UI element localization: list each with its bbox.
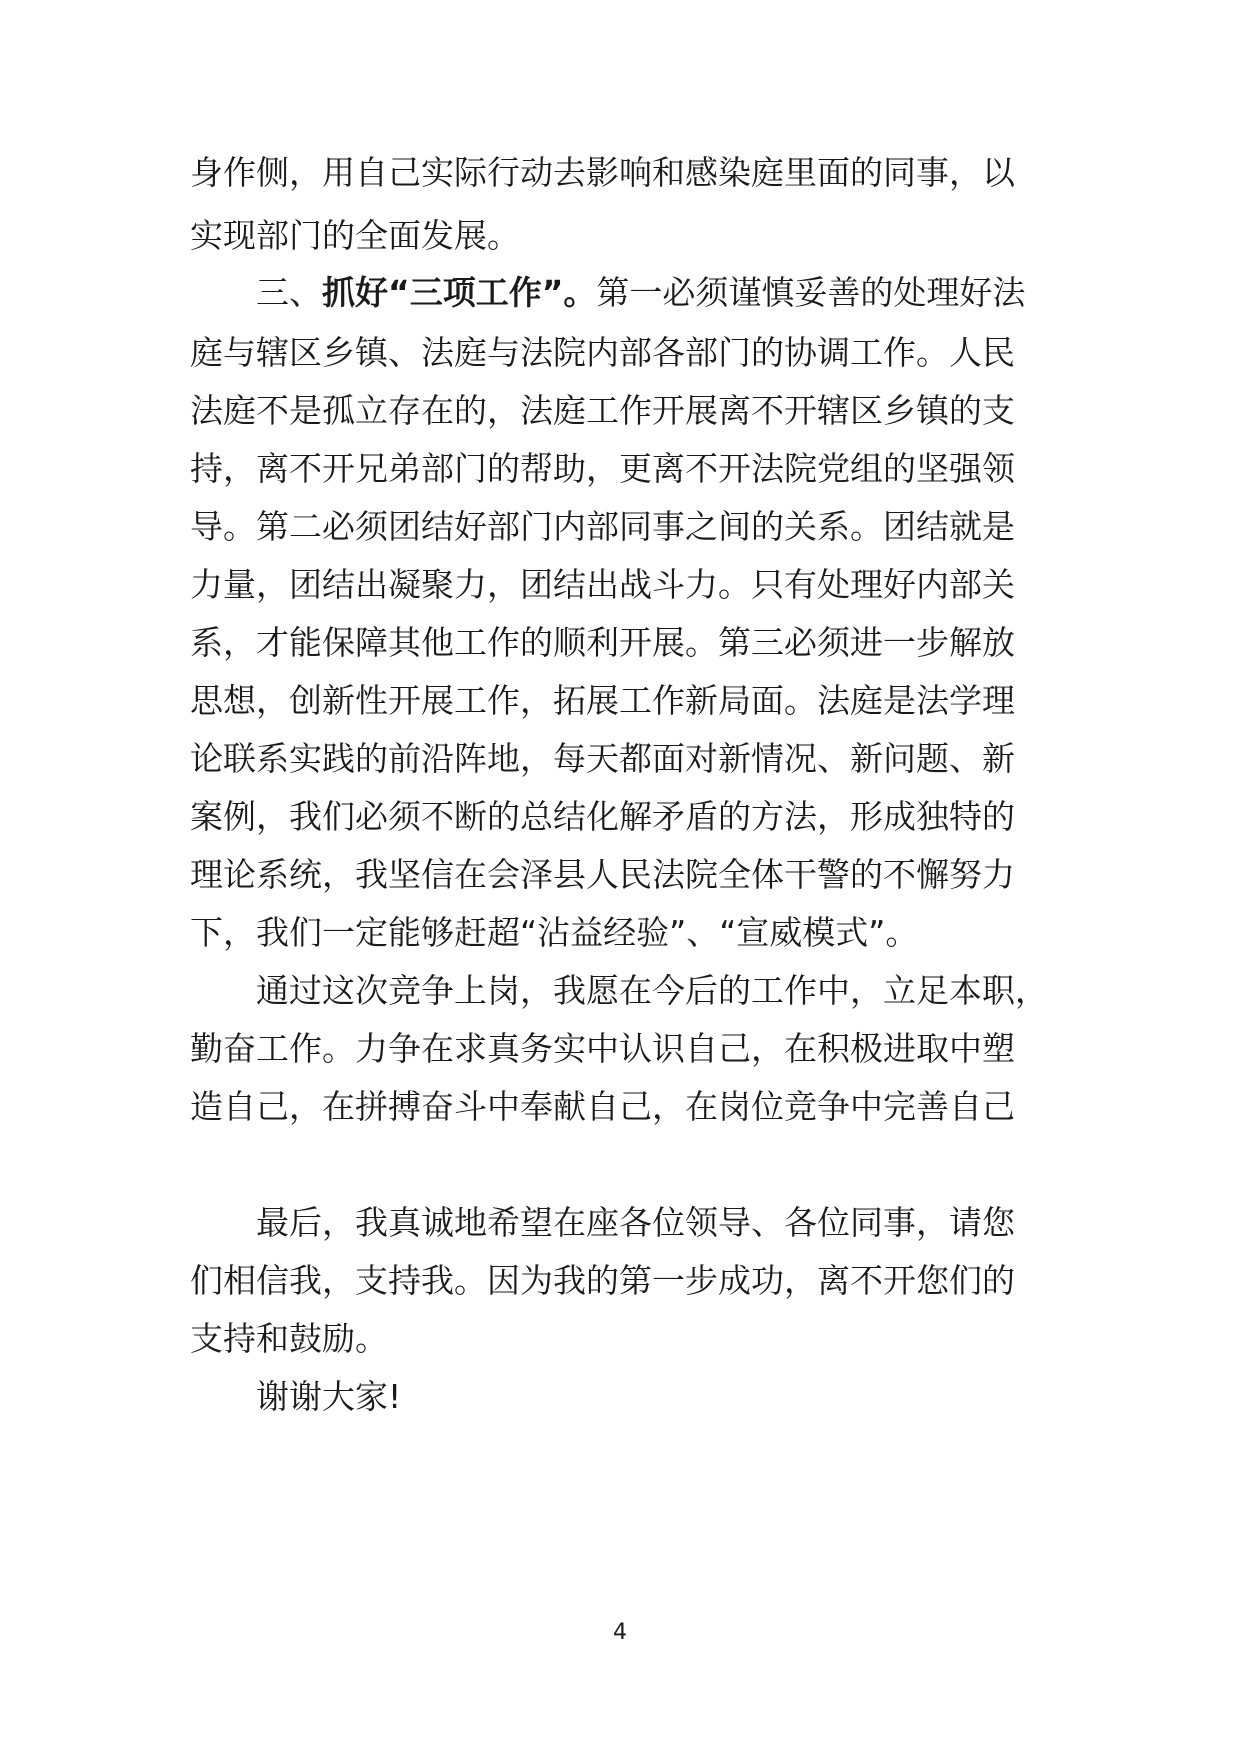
- text-line-11: 论联系实践的前沿阵地，每天都面对新情况、新问题、新: [190, 739, 1015, 778]
- text-line-8: 力量，团结出凝聚力，团结出战斗力。只有处理好内部关: [190, 565, 1015, 604]
- text-line-16: 勤奋工作。力争在求真务实中认识自己，在积极进取中塑: [190, 1029, 1015, 1068]
- section-three-heading: 抓好“三项工作”。: [322, 273, 597, 312]
- text-line-12: 案例，我们必须不断的总结化解矛盾的方法，形成独特的: [190, 797, 1015, 836]
- text-line-5: 法庭不是孤立存在的，法庭工作开展离不开辖区乡镇的支: [190, 391, 1015, 430]
- text-line-17: 造自己，在拼搏奋斗中奉献自己，在岗位竞争中完善自己: [190, 1087, 1015, 1126]
- section-three-line: [256, 270, 1025, 316]
- text-line-20: 支持和鼓励。: [190, 1319, 388, 1358]
- closing-thanks: 谢谢大家!: [256, 1377, 402, 1416]
- text-line-10: 思想，创新性开展工作，拓展工作新局面。法庭是法学理: [190, 681, 1015, 720]
- text-line-4: 庭与辖区乡镇、法庭与法院内部各部门的协调工作。人民: [190, 333, 1015, 372]
- text-line-13: 理论系统，我坚信在会泽县人民法院全体干警的不懈努力: [190, 855, 1015, 894]
- text-line-7: 导。第二必须团结好部门内部同事之间的关系。团结就是: [190, 507, 1015, 546]
- text-line-9: 系，才能保障其他工作的顺利开展。第三必须进一步解放: [190, 623, 1015, 662]
- text-line-19: 们相信我，支持我。因为我的第一步成功，离不开您们的: [190, 1261, 1015, 1300]
- text-line-18: 最后，我真诚地希望在座各位领导、各位同事，请您: [256, 1203, 1015, 1242]
- text-line-2: 实现部门的全面发展。: [190, 216, 520, 255]
- text-line-1: 身作侧，用自己实际行动去影响和感染庭里面的同事，以: [190, 153, 1015, 192]
- text-line-15: 通过这次竞争上岗，我愿在今后的工作中，立足本职，: [256, 971, 1048, 1010]
- text-line-14: 下，我们一定能够赶超“沾益经验”、“宣威模式”。: [190, 913, 919, 952]
- text-line-6: 持，离不开兄弟部门的帮助，更离不开法院党组的坚强领: [190, 449, 1015, 488]
- page-number: 4: [613, 1620, 627, 1645]
- section-three-prefix: 三、: [256, 273, 322, 312]
- section-three-rest: 第一必须谨慎妥善的处理好法: [596, 273, 1026, 312]
